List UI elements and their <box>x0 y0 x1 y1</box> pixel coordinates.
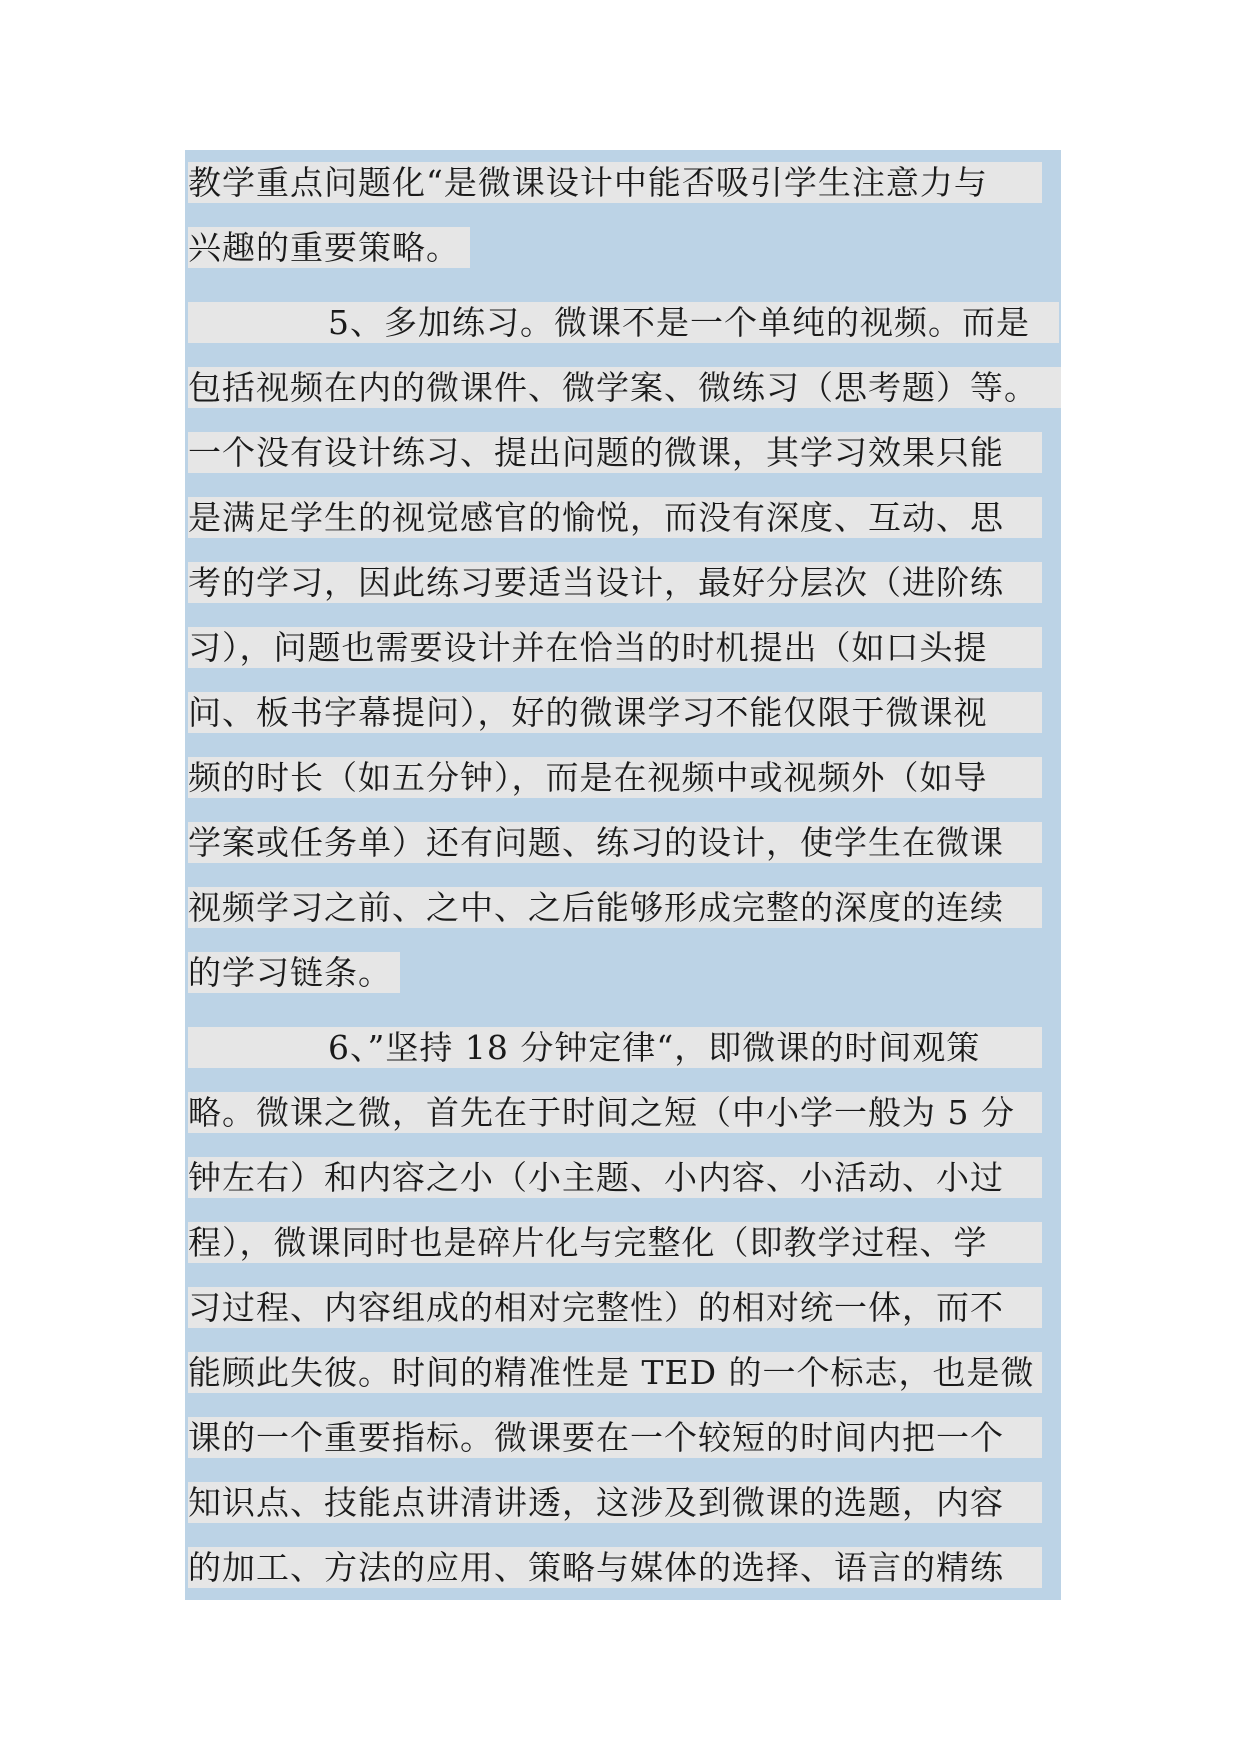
text-line: 能顾此失彼。时间的精准性是 TED 的一个标志，也是微 <box>188 1352 1042 1393</box>
text-line: 程），微课同时也是碎片化与完整化（即教学过程、学 <box>188 1222 1042 1263</box>
text-line: 教学重点问题化“是微课设计中能否吸引学生注意力与 <box>188 162 1042 203</box>
text-line: 是满足学生的视觉感官的愉悦，而没有深度、互动、思 <box>188 497 1042 538</box>
text-line: 钟左右）和内容之小（小主题、小内容、小活动、小过 <box>188 1157 1042 1198</box>
text-line: 考的学习，因此练习要适当设计，最好分层次（进阶练 <box>188 562 1042 603</box>
text-line: 略。微课之微，首先在于时间之短（中小学一般为 5 分 <box>188 1092 1042 1133</box>
text-line: 包括视频在内的微课件、微学案、微练习（思考题）等。 <box>188 367 1061 408</box>
text-line: 学案或任务单）还有问题、练习的设计，使学生在微课 <box>188 822 1042 863</box>
paragraph-5-first-line: 5、多加练习。微课不是一个单纯的视频。而是 <box>188 302 1059 343</box>
text-line: 习），问题也需要设计并在恰当的时机提出（如口头提 <box>188 627 1042 668</box>
text-line: 的加工、方法的应用、策略与媒体的选择、语言的精练 <box>188 1547 1042 1588</box>
text-line: 频的时长（如五分钟），而是在视频中或视频外（如导 <box>188 757 1042 798</box>
text-line: 问、板书字幕提问），好的微课学习不能仅限于微课视 <box>188 692 1042 733</box>
paragraph-6-first-line: 6、”坚持 18 分钟定律“，即微课的时间观策 <box>188 1027 1042 1068</box>
text-line: 兴趣的重要策略。 <box>188 227 470 268</box>
text-line: 习过程、内容组成的相对完整性）的相对统一体，而不 <box>188 1287 1042 1328</box>
text-line: 视频学习之前、之中、之后能够形成完整的深度的连续 <box>188 887 1042 928</box>
text-line: 知识点、技能点讲清讲透，这涉及到微课的选题，内容 <box>188 1482 1042 1523</box>
highlighted-text-block <box>185 150 1061 1600</box>
text-line: 的学习链条。 <box>188 952 400 993</box>
text-line: 课的一个重要指标。微课要在一个较短的时间内把一个 <box>188 1417 1042 1458</box>
text-line: 一个没有设计练习、提出问题的微课，其学习效果只能 <box>188 432 1042 473</box>
